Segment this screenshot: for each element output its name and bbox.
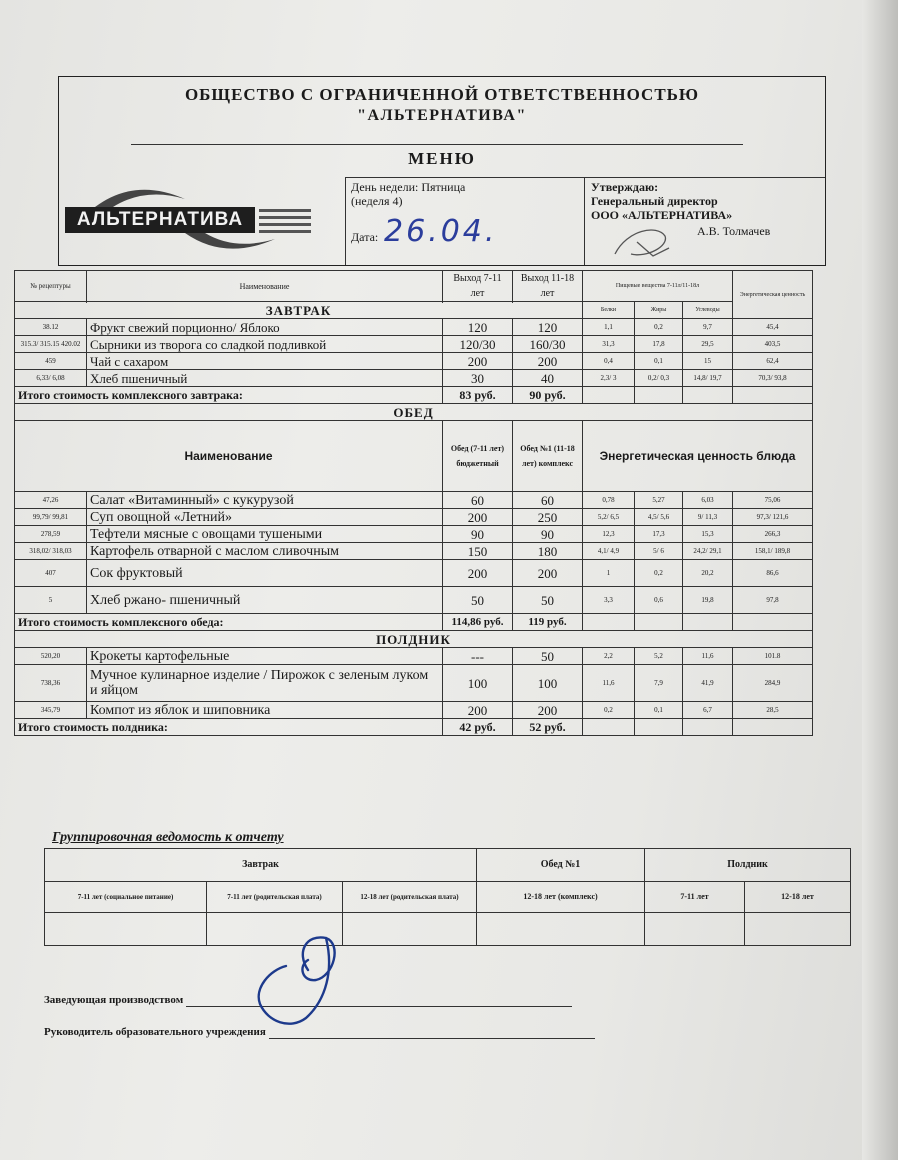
carbs: 41,9: [683, 665, 733, 702]
recipe-no: 99,79/ 99,81: [15, 509, 87, 526]
fat: 7,9: [635, 665, 683, 702]
protein: 0,2: [583, 702, 635, 719]
dish-name: Тефтели мясные с овощами тушеными: [87, 526, 443, 543]
document-header: [58, 76, 826, 266]
table-row: [15, 665, 813, 702]
page-edge-shadow: [862, 0, 898, 1160]
report-header-row: [45, 849, 851, 882]
empty-cell: [733, 614, 813, 631]
report-title: Группировочная ведомость к отчету: [52, 830, 284, 845]
recipe-no: 407: [15, 560, 87, 587]
fat: 0,1: [635, 353, 683, 370]
head-label: Руководитель образовательного учреждения: [44, 1026, 266, 1038]
dish-name: Салат «Витаминный» с кукурузой: [87, 492, 443, 509]
protein: 11,6: [583, 665, 635, 702]
output-a: 120/30: [443, 336, 513, 353]
carbs: 9/ 11,3: [683, 509, 733, 526]
dish-name: Мучное кулинарное изделие / Пирожок с зеленым луком и яйцом: [87, 665, 443, 702]
dish-name: Крокеты картофельные: [87, 648, 443, 665]
org-name-line1: ОБЩЕСТВО С ОГРАНИЧЕННОЙ ОТВЕТСТВЕННОСТЬЮ: [184, 85, 700, 104]
protein: 2,3/ 3: [583, 370, 635, 387]
fat: 4,5/ 5,6: [635, 509, 683, 526]
output-b: 200: [513, 702, 583, 719]
protein: 12,3: [583, 526, 635, 543]
energy: 28,5: [733, 702, 813, 719]
table-row: [15, 702, 813, 719]
breakfast-total-b: 90 руб.: [513, 387, 583, 404]
energy: 62,4: [733, 353, 813, 370]
protein: 2,2: [583, 648, 635, 665]
snack-section-row: [15, 631, 813, 648]
report-snack-head: Полдник: [645, 849, 851, 882]
empty-cell: [733, 719, 813, 736]
table-row: [15, 370, 813, 387]
output-a: 50: [443, 587, 513, 614]
dish-name: Картофель отварной с маслом сливочным: [87, 543, 443, 560]
table-row: [15, 509, 813, 526]
report-table: [44, 848, 851, 946]
recipe-no: 38.12: [15, 319, 87, 336]
empty-cell: [583, 614, 635, 631]
week-number: (неделя 4): [351, 194, 403, 208]
fat: 5,27: [635, 492, 683, 509]
table-row: [15, 492, 813, 509]
report-value: [645, 913, 745, 946]
approve-company: ООО «АЛЬТЕРНАТИВА»: [591, 208, 733, 222]
approval-box: [585, 177, 825, 266]
director-signature-icon: [607, 220, 687, 264]
carbs: 15,3: [683, 526, 733, 543]
energy: 101.8: [733, 648, 813, 665]
empty-cell: [733, 387, 813, 404]
table-row: [15, 587, 813, 614]
output-a: 100: [443, 665, 513, 702]
energy: 86,6: [733, 560, 813, 587]
lunch-header-row: [15, 421, 813, 492]
table-row: [15, 526, 813, 543]
breakfast-total-row: [15, 387, 813, 404]
output-a: 200: [443, 560, 513, 587]
energy: 158,1/ 189,8: [733, 543, 813, 560]
fat: 0,2: [635, 319, 683, 336]
snack-total-label: Итого стоимость полдника:: [15, 719, 443, 736]
recipe-no: 345,79: [15, 702, 87, 719]
output-b: 200: [513, 560, 583, 587]
protein: 4,1/ 4,9: [583, 543, 635, 560]
protein: 31,3: [583, 336, 635, 353]
empty-cell: [583, 387, 635, 404]
output-b: 250: [513, 509, 583, 526]
lunch-col-b-header: Обед №1 (11-18 лет) комплекс: [513, 421, 583, 492]
energy: 97,3/ 121,6: [733, 509, 813, 526]
carbs: 6,03: [683, 492, 733, 509]
logo-wordmark: АЛЬТЕРНАТИВА: [65, 207, 255, 233]
energy: 97,8: [733, 587, 813, 614]
report-value: [45, 913, 207, 946]
fat: 17,3: [635, 526, 683, 543]
table-row: [15, 648, 813, 665]
report-breakfast-head: Завтрак: [45, 849, 477, 882]
energy-header: Энергетическая ценность: [733, 271, 813, 319]
menu-title: МЕНЮ: [408, 149, 476, 168]
output-a: ---: [443, 648, 513, 665]
report-table-wrap: [44, 848, 851, 946]
dish-name: Компот из яблок и шиповника: [87, 702, 443, 719]
report-value-row: [45, 913, 851, 946]
table-row: [15, 543, 813, 560]
protein: 1: [583, 560, 635, 587]
dish-name: Хлеб пшеничный: [87, 370, 443, 387]
fat: 5,2: [635, 648, 683, 665]
breakfast-total-a: 83 руб.: [443, 387, 513, 404]
fat: 0,2/ 0,3: [635, 370, 683, 387]
recipe-no: 315.3/ 315.15 420.02: [15, 336, 87, 353]
recipe-no: 738,36: [15, 665, 87, 702]
carbs: 24,2/ 29,1: [683, 543, 733, 560]
table-header-row: [15, 271, 813, 302]
dish-name: Чай с сахаром: [87, 353, 443, 370]
fat: 0,2: [635, 560, 683, 587]
breakfast-total-label: Итого стоимость комплексного завтрака:: [15, 387, 443, 404]
recipe-no: 47,26: [15, 492, 87, 509]
nutrients-header: Пищевые вещества 7-11л/11-18л: [583, 271, 733, 302]
menu-table: [14, 270, 813, 736]
carbs-header: Углеводы: [683, 302, 733, 319]
name-header: Наименование: [87, 271, 443, 302]
output-a: 150: [443, 543, 513, 560]
lunch-total-row: [15, 614, 813, 631]
snack-title: ПОЛДНИК: [15, 631, 813, 648]
fat: 17,8: [635, 336, 683, 353]
lunch-energy-header: Энергетическая ценность блюда: [583, 421, 813, 492]
carbs: 20,2: [683, 560, 733, 587]
energy: 75,06: [733, 492, 813, 509]
snack-total-a: 42 руб.: [443, 719, 513, 736]
dish-name: Сырники из творога со сладкой подливкой: [87, 336, 443, 353]
handwritten-signature-icon: [246, 930, 366, 1040]
breakfast-title: ЗАВТРАК: [15, 302, 583, 319]
carbs: 9,7: [683, 319, 733, 336]
report-col-1: 7-11 лет (социальное питание): [45, 882, 207, 913]
carbs: 14,8/ 19,7: [683, 370, 733, 387]
table-row: [15, 560, 813, 587]
empty-cell: [635, 387, 683, 404]
energy: 403,5: [733, 336, 813, 353]
report-value: [477, 913, 645, 946]
output-a: 200: [443, 702, 513, 719]
protein: 0,4: [583, 353, 635, 370]
output-a: 200: [443, 353, 513, 370]
output-b: 180: [513, 543, 583, 560]
output-b: 120: [513, 319, 583, 336]
breakfast-section-row: [15, 302, 813, 319]
output-b: 200: [513, 353, 583, 370]
output-b: 40: [513, 370, 583, 387]
output-a: 120: [443, 319, 513, 336]
company-logo: [65, 181, 315, 259]
output-a: 200: [443, 509, 513, 526]
output-b: 50: [513, 648, 583, 665]
recipe-no-header: № рецептуры: [15, 271, 87, 302]
handwritten-date: 26.04.: [384, 214, 498, 249]
dish-name: Суп овощной «Летний»: [87, 509, 443, 526]
director-name: А.В. Толмачев: [697, 224, 771, 238]
fat: 0,1: [635, 702, 683, 719]
output-a: 30: [443, 370, 513, 387]
recipe-no: 520,20: [15, 648, 87, 665]
empty-cell: [683, 387, 733, 404]
energy: 284,9: [733, 665, 813, 702]
recipe-no: 5: [15, 587, 87, 614]
lunch-section-row: [15, 404, 813, 421]
protein-header: Белки: [583, 302, 635, 319]
org-name-line2: "АЛЬТЕРНАТИВА": [357, 107, 527, 124]
energy: 70,3/ 93,8: [733, 370, 813, 387]
menu-table-wrap: [14, 270, 813, 736]
recipe-no: 459: [15, 353, 87, 370]
fat-header: Жиры: [635, 302, 683, 319]
energy: 45,4: [733, 319, 813, 336]
date-box: [345, 177, 585, 265]
report-col-5: 7-11 лет: [645, 882, 745, 913]
output-a: 60: [443, 492, 513, 509]
output-7-11-header: Выход 7-11 лет: [443, 271, 513, 302]
report-lunch-head: Обед №1: [477, 849, 645, 882]
report-col-2: 7-11 лет (родительская плата): [207, 882, 343, 913]
fat: 0,6: [635, 587, 683, 614]
dish-name: Хлеб ржано- пшеничный: [87, 587, 443, 614]
lunch-name-header: Наименование: [15, 421, 443, 492]
output-a: 90: [443, 526, 513, 543]
carbs: 6,7: [683, 702, 733, 719]
report-value: [745, 913, 851, 946]
empty-cell: [583, 719, 635, 736]
protein: 0,78: [583, 492, 635, 509]
protein: 5,2/ 6,5: [583, 509, 635, 526]
output-11-18-header: Выход 11-18 лет: [513, 271, 583, 302]
protein: 3,3: [583, 587, 635, 614]
carbs: 15: [683, 353, 733, 370]
lunch-total-label: Итого стоимость комплексного обеда:: [15, 614, 443, 631]
report-subheader-row: [45, 882, 851, 913]
fat: 5/ 6: [635, 543, 683, 560]
report-col-3: 12-18 лет (родительская плата): [343, 882, 477, 913]
output-b: 90: [513, 526, 583, 543]
snack-total-b: 52 руб.: [513, 719, 583, 736]
empty-cell: [683, 614, 733, 631]
empty-cell: [635, 614, 683, 631]
recipe-no: 318,02/ 318,03: [15, 543, 87, 560]
empty-cell: [683, 719, 733, 736]
output-b: 100: [513, 665, 583, 702]
energy: 266,3: [733, 526, 813, 543]
carbs: 29,5: [683, 336, 733, 353]
recipe-no: 278,59: [15, 526, 87, 543]
lunch-title: ОБЕД: [15, 404, 813, 421]
dish-name: Фрукт свежий порционно/ Яблоко: [87, 319, 443, 336]
chef-label: Заведующая производством: [44, 994, 184, 1006]
chef-signature-field: [186, 994, 572, 1007]
snack-total-row: [15, 719, 813, 736]
output-b: 60: [513, 492, 583, 509]
header-divider: [131, 144, 743, 145]
lunch-total-b: 119 руб.: [513, 614, 583, 631]
recipe-no: 6,33/ 6,08: [15, 370, 87, 387]
output-b: 160/30: [513, 336, 583, 353]
output-b: 50: [513, 587, 583, 614]
day-of-week: День недели: Пятница: [351, 180, 466, 194]
dish-name: Сок фруктовый: [87, 560, 443, 587]
table-row: [15, 319, 813, 336]
carbs: 11,6: [683, 648, 733, 665]
lunch-col-a-header: Обед (7-11 лет) бюджетный: [443, 421, 513, 492]
empty-cell: [635, 719, 683, 736]
report-col-6: 12-18 лет: [745, 882, 851, 913]
protein: 1,1: [583, 319, 635, 336]
date-label: Дата:: [351, 230, 379, 244]
report-col-4: 12-18 лет (комплекс): [477, 882, 645, 913]
table-row: [15, 353, 813, 370]
approve-position: Генеральный директор: [591, 194, 718, 208]
approve-label: Утверждаю:: [591, 180, 659, 194]
carbs: 19,8: [683, 587, 733, 614]
lunch-total-a: 114,86 руб.: [443, 614, 513, 631]
table-row: [15, 336, 813, 353]
